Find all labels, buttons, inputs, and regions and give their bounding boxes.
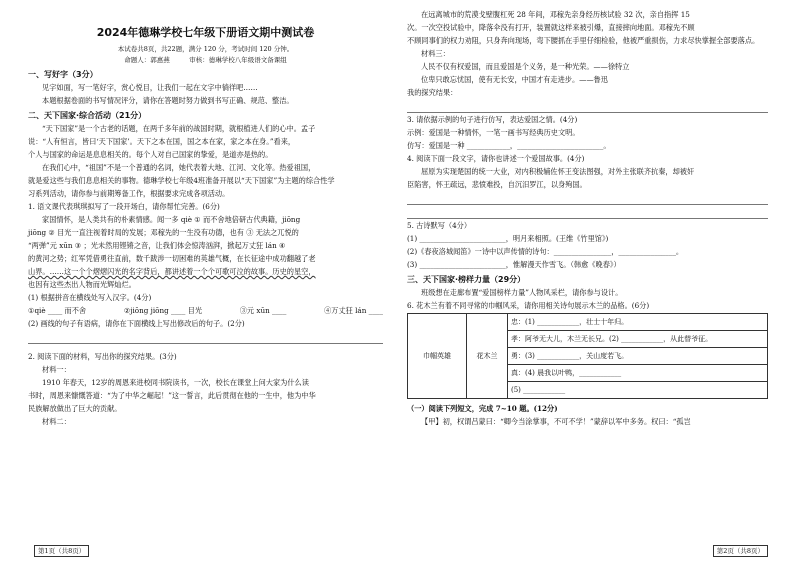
section1-text: 见字如面，写一笔好字，赏心悦目，让我们一起在文字中徜徉吧…… bbox=[42, 83, 258, 92]
q1-passage: jiōng ② 目光一直注视着时局的发展；邓稼先的一生没有功德，也有 ③ 无法之兀悦的 bbox=[28, 228, 299, 237]
table-cell-row[interactable]: 真：(4) 晨我以叶鸭，____________ bbox=[508, 365, 768, 382]
right-page bbox=[397, 0, 794, 561]
q1-passage: “两弹”元 xūn ③ ；光未然用铿锵之音，让我们体会惊涛汹湃，掀起万丈狂 lán ④ bbox=[28, 241, 286, 250]
q6-title: 6. 花木兰有着不同寻常的巾帼风采，请你用相关诗句展示木兰的品格。(6分) bbox=[407, 301, 650, 310]
q2-material-text: 书时，周恩来慷慨答道：“为了中华之崛起！”这一誓言，此后贯彻在他的一生中，他为中华 bbox=[28, 391, 316, 400]
answer-line[interactable] bbox=[407, 205, 768, 219]
answer-line[interactable] bbox=[407, 191, 768, 205]
quote: 人民不仅有权爱国，而且爱国是个义务，是一种光荣。——徐特立 bbox=[421, 62, 630, 71]
q2-material-label: 材料二： bbox=[42, 417, 71, 426]
q1-sub2: (2) 画线的句子有语病，请你在下面横线上写出修改后的句子。(2分) bbox=[28, 319, 245, 328]
q1-options bbox=[28, 304, 383, 317]
q1-option[interactable]: ②jiōng jiōng ____ 目光 bbox=[123, 306, 203, 315]
material-text: 次。一次空投试验中，降落伞没有打开，装置就这样来被引爆，直接摔向地面。邓稼先不顾 bbox=[407, 23, 695, 32]
q5-item[interactable]: (1) ________________________，明月来相照。(王维《竹里馆》) bbox=[407, 234, 609, 243]
table-cell-category: 巾帼英雄 bbox=[408, 314, 467, 399]
table-cell-name: 花木兰 bbox=[467, 314, 508, 399]
q1-option[interactable]: ①qiè ____ 而不舍 bbox=[28, 306, 87, 315]
q2-material-text: 1910 年春天，12岁的周恩来进校同书院读书，一次，校长在课堂上问大家为什么读 bbox=[42, 378, 309, 387]
q4-text: 屈原为实现楚国的统一大业，对内积极辅佐怀王变法图强，对外主张联齐抗秦，却被奸 bbox=[421, 167, 695, 176]
table-cell-row[interactable]: 忠：(1) ____________，壮士十年归。 bbox=[508, 314, 768, 331]
section2-intro: 就是爱这些与我们息息相关的事物。德琳学校七年级4班准备开展以“天下国家”为主题的综合性学 bbox=[28, 176, 335, 185]
exam-authors: 命题人：郭惠燕 审核：德琳学校八年级语文备课组 bbox=[124, 56, 287, 64]
q2-material-text: 民族解放做出了巨大的贡献。 bbox=[28, 404, 122, 413]
q3-imitate[interactable]: 仿写：爱国是一种 ____________，________________________。 bbox=[407, 141, 611, 150]
exam-info: 本试卷共8页，共22题，满分 120 分，考试时间 120 分钟。 bbox=[117, 45, 294, 53]
q5-item[interactable]: (3) ________________________，惟解漫天作雪飞。（韩愈《晚春》） bbox=[407, 260, 621, 269]
q1-passage: 的黄河之势；红军凭借勇往直前，数千跋涉一切困难的英雄气概，在长征途中成功翻越了老 bbox=[28, 254, 316, 263]
q1-passage-underlined: 山界。……这一个个熠熠闪光的名字背后，都讲述着一个个可歌可泣的故事。历史的星空， bbox=[28, 267, 316, 276]
table-cell-row[interactable]: (5) ____________ bbox=[508, 382, 768, 399]
table-cell-row[interactable]: 勇：(3) ____________，关山度若飞。 bbox=[508, 348, 768, 365]
material-text: 在远离城市的荒漠戈壁腹杠死 28 年间，邓稼先亲身经历核试验 32 次，亲自指挥 15 bbox=[421, 10, 690, 19]
table-cell-row[interactable]: 孝：阿爷无大儿，木兰无长兄。(2) ____________，从此替爷征。 bbox=[508, 331, 768, 348]
section2-intro: 个人与国家的命运是息息相关的。每个人对自己国家的挚爱，是道亦是热的。 bbox=[28, 150, 273, 159]
section1-title: 一、写好字（3分） bbox=[28, 70, 98, 79]
section3-intro: 班级想在走廊布置“爱国榜样力量”人物风采栏，请你参与设计。 bbox=[421, 288, 623, 297]
q3-example: 示例：爱国是一种情怀，一笔一画书写经典历史文明。 bbox=[407, 128, 580, 137]
q4-title: 4. 阅读下面一段文字，请你也讲述一个爱国故事。(4分) bbox=[407, 154, 585, 163]
section2-intro: “天下国家”是一个古老的话题，在两千多年前的战国时期，就根植进人们的心中。孟子 bbox=[42, 124, 316, 133]
q4-text: 臣陷害，怀王疏远，悲愤难投，自沉汨罗江，以身殉国。 bbox=[407, 180, 587, 189]
reading-text: 【甲】初，权谓吕蒙曰：“卿今当涂掌事，不可不学！”蒙辞以军中多务。权曰：“孤岂 bbox=[421, 417, 691, 426]
q5-title: 5. 古诗默写（4分） bbox=[407, 221, 472, 230]
exam-title: 2024年德琳学校七年级下册语文期中测试卷 bbox=[96, 26, 315, 39]
q1-passage: 家国情怀，是人类共有的朴素情感。闻一多 qiè ① 而不舍地倍研古代典籍，jiōng bbox=[42, 215, 301, 224]
explore-label: 我的探究结果： bbox=[407, 88, 458, 97]
q1-title: 1. 语文课代表琪琪拟写了一段开场白，请你帮忙完善。(6分) bbox=[28, 202, 220, 211]
q2-material-label: 材料一： bbox=[42, 365, 71, 374]
section2-intro: 习系列活动，请你参与前期筹备工作，根据要求完成各项活动。 bbox=[28, 189, 230, 198]
quote: 位卑只敢忘忧国，使有无长安，中国才有走进步。——鲁迅 bbox=[421, 75, 608, 84]
q2-title: 2. 阅读下面的材料，写出你的探究结果。(3分) bbox=[28, 352, 177, 361]
q1-option[interactable]: ④万丈狂 lán ____ bbox=[324, 306, 383, 315]
section2-title: 二、天下国家·综合活动（21分） bbox=[28, 111, 147, 120]
page-number: 第2页（共8页） bbox=[713, 545, 768, 557]
q3-title: 3. 请依据示例的句子进行仿写，表达爱国之情。(4分) bbox=[407, 115, 578, 124]
q5-item[interactable]: (2)《春夜洛城闻笛》一诗中以声传情的诗句：________________，________________。 bbox=[407, 247, 684, 256]
section2-intro: 在我们心中，“祖国”不是一个普通的名词，她代表着大地、江河、文化等。热爱祖国， bbox=[42, 163, 316, 172]
reading-title: （一）阅读下列短文，完成 7~10 题。(12分) bbox=[407, 404, 558, 413]
section2-intro: 说：“人有恒言，皆曰‘天下国家’。天下之本在国，国之本在家，家之本在身。”看来， bbox=[28, 137, 296, 146]
q1-passage: 也因有这些杰出人物而光辉灿烂。 bbox=[28, 280, 136, 289]
answer-line[interactable] bbox=[407, 99, 768, 113]
section3-title: 三、天下国家·榜样力量（29分） bbox=[407, 275, 526, 284]
q1-sub1: (1) 根据拼音在横线处写入汉字。(4分) bbox=[28, 293, 152, 302]
q1-option[interactable]: ③元 xūn ____ bbox=[239, 306, 287, 315]
answer-line[interactable] bbox=[28, 330, 383, 344]
material-text: 不顾同事们的权力劝阻，只身奔向现场，弯下腰抓在手里仔细检验，他被严重损伤，力求尽快掌握全部要落点。 bbox=[407, 36, 760, 45]
material-label: 材料三： bbox=[421, 49, 450, 58]
section1-text: 本题根据卷面的书写情况评分，请你在答题时努力做到书写正确、规范、整洁。 bbox=[42, 96, 294, 105]
mulan-table bbox=[407, 313, 768, 399]
page-number: 第1页（共8页） bbox=[34, 545, 89, 557]
